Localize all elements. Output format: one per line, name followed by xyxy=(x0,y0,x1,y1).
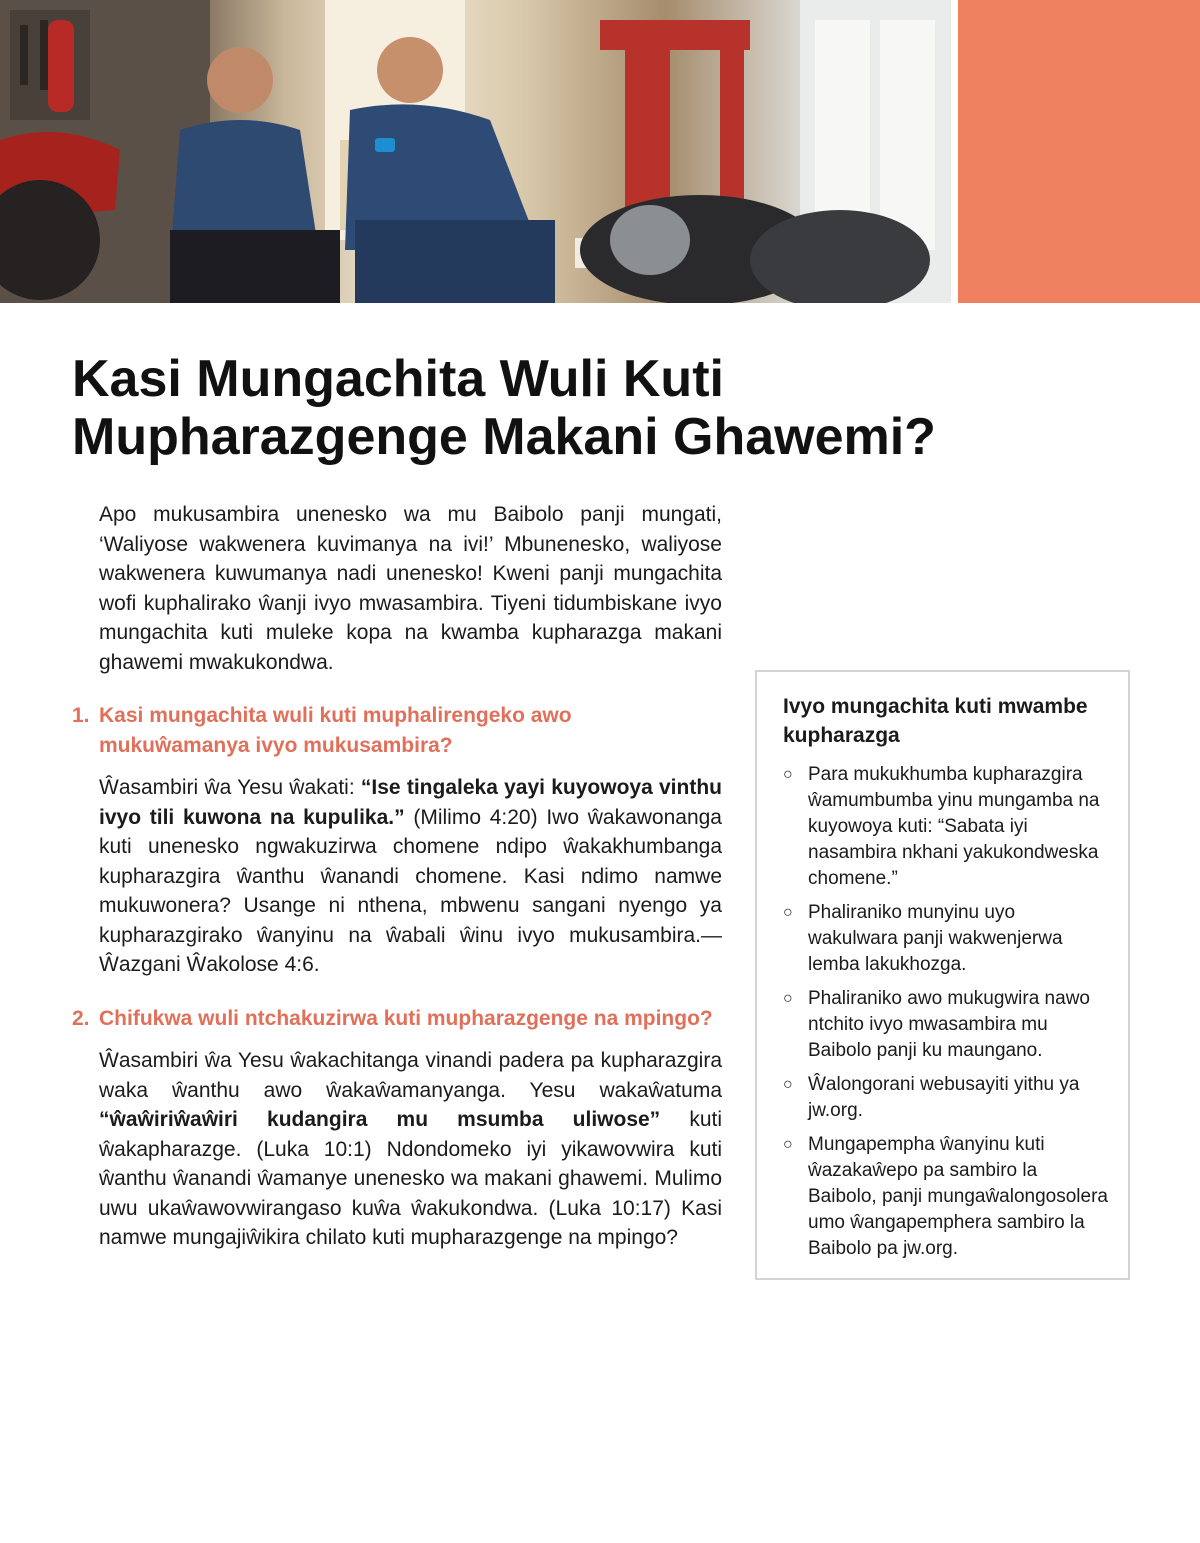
question-heading xyxy=(72,1004,722,1034)
scripture-quote: “ŵaŵiriŵaŵiri kudangira mu msumba uliwose” xyxy=(99,1108,661,1131)
question-text: Kasi mungachita wuli kuti muphalirengeko awo mukuŵamanya ivyo mukusambira? xyxy=(99,704,572,757)
circle-bullet-icon: ○ xyxy=(783,990,793,1007)
scripture-quote: “Ise tingaleka yayi kuyowoya vinthu ivyo tili kuwona na kupulika.” xyxy=(99,776,722,829)
question-number: 1. xyxy=(72,704,90,727)
answer-text-after: (Milimo 4:20) Iwo ŵakawonanga kuti unenesko ngwakuzirwa chomene ndipo ŵakakhumbanga kupharazgira ŵanthu ŵanandi chomene. Kasi ndimo namwe mukuwonera? Usange ni nthena, mbwenu sangani nyengo ya kupharazgirako ŵanyinu na ŵabali ŵinu ivyo mukusambira.—Ŵazgani Ŵakolose 4:6. xyxy=(99,805,722,976)
header-photo xyxy=(0,0,951,303)
list-item xyxy=(783,986,1108,1064)
intro-paragraph: Apo mukusambira unenesko wa mu Baibolo panji mungati, ‘Waliyose wakwenera kuvimanya na ivi!’ Mbunenesko, waliyose wakwenera kuwumanya nadi unenesko! Kweni panji mungachita wofi kuphalirako ŵanji ivyo mwasambira. Tiyeni tidumbiskane ivyo mungachita kuti muleke kopa na kwamba kupharazga makani ghawemi mwakukondwa. xyxy=(99,503,722,674)
answer-text-before: Ŵasambiri ŵa Yesu ŵakati: xyxy=(99,776,361,799)
list-item xyxy=(783,900,1108,978)
answer-paragraph xyxy=(99,773,722,980)
circle-bullet-icon: ○ xyxy=(783,1136,793,1153)
circle-bullet-icon: ○ xyxy=(783,1076,793,1093)
tips-box-title: Ivyo mungachita kuti mwambe kupharazga xyxy=(783,695,1088,747)
circle-bullet-icon: ○ xyxy=(783,766,793,783)
title-line-2: Mupharazgenge Makani Ghawemi? xyxy=(72,408,936,466)
tip-text: Para mukukhumba kupharazgira ŵamumbumba yinu mungamba na kuyowoya kuti: “Sabata iyi nasambira nkhani yakukondweska chomene.” xyxy=(808,764,1100,889)
lesson-number-underline xyxy=(958,0,1200,303)
main-column xyxy=(72,500,722,1253)
tip-text: Phaliraniko awo mukugwira nawo ntchito ivyo mwasambira mu Baibolo panji ku maungano. xyxy=(808,988,1090,1061)
question-heading xyxy=(72,701,722,760)
section-1 xyxy=(72,701,722,980)
title-line-1: Kasi Mungachita Wuli Kuti xyxy=(72,350,724,408)
tip-text: Ŵalongorani webusayiti yithu ya jw.org. xyxy=(808,1074,1080,1121)
garage-scene-illustration xyxy=(0,0,951,303)
list-item xyxy=(783,1072,1108,1124)
circle-bullet-icon: ○ xyxy=(783,904,793,921)
list-item xyxy=(783,1132,1108,1262)
tip-text: Phaliraniko munyinu uyo wakulwara panji wakwenjerwa lemba lakukhozga. xyxy=(808,902,1063,975)
section-2 xyxy=(72,1004,722,1253)
tips-box xyxy=(755,670,1130,1280)
list-item xyxy=(783,762,1108,892)
answer-text-after: kuti ŵakapharazge. (Luka 10:1) Ndondomeko iyi yikawovwira kuti ŵanthu ŵanandi ŵamanye unenesko wa makani ghawemi. Mulimo uwu ukaŵawovwirangaso kuŵa ŵakukondwa. (Luka 10:17) Kasi namwe mungajiŵikira chilato kuti mupharazgenge na mpingo? xyxy=(99,1108,723,1249)
page-title xyxy=(72,350,1072,466)
tips-list xyxy=(757,762,1128,1262)
answer-text-before: Ŵasambiri ŵa Yesu ŵakachitanga vinandi padera pa kupharazgira waka ŵanthu awo ŵakaŵamanyanga. Yesu wakaŵatuma xyxy=(99,1049,722,1102)
tip-text: Mungapempha ŵanyinu kuti ŵazakaŵepo pa sambiro la Baibolo, panji mungaŵalongosolera umo ŵangapemphera sambiro la Baibolo pa jw.org. xyxy=(808,1134,1108,1259)
answer-paragraph xyxy=(99,1046,722,1253)
question-text: Chifukwa wuli ntchakuzirwa kuti mupharazgenge na mpingo? xyxy=(99,1006,713,1030)
question-number: 2. xyxy=(72,1006,90,1030)
